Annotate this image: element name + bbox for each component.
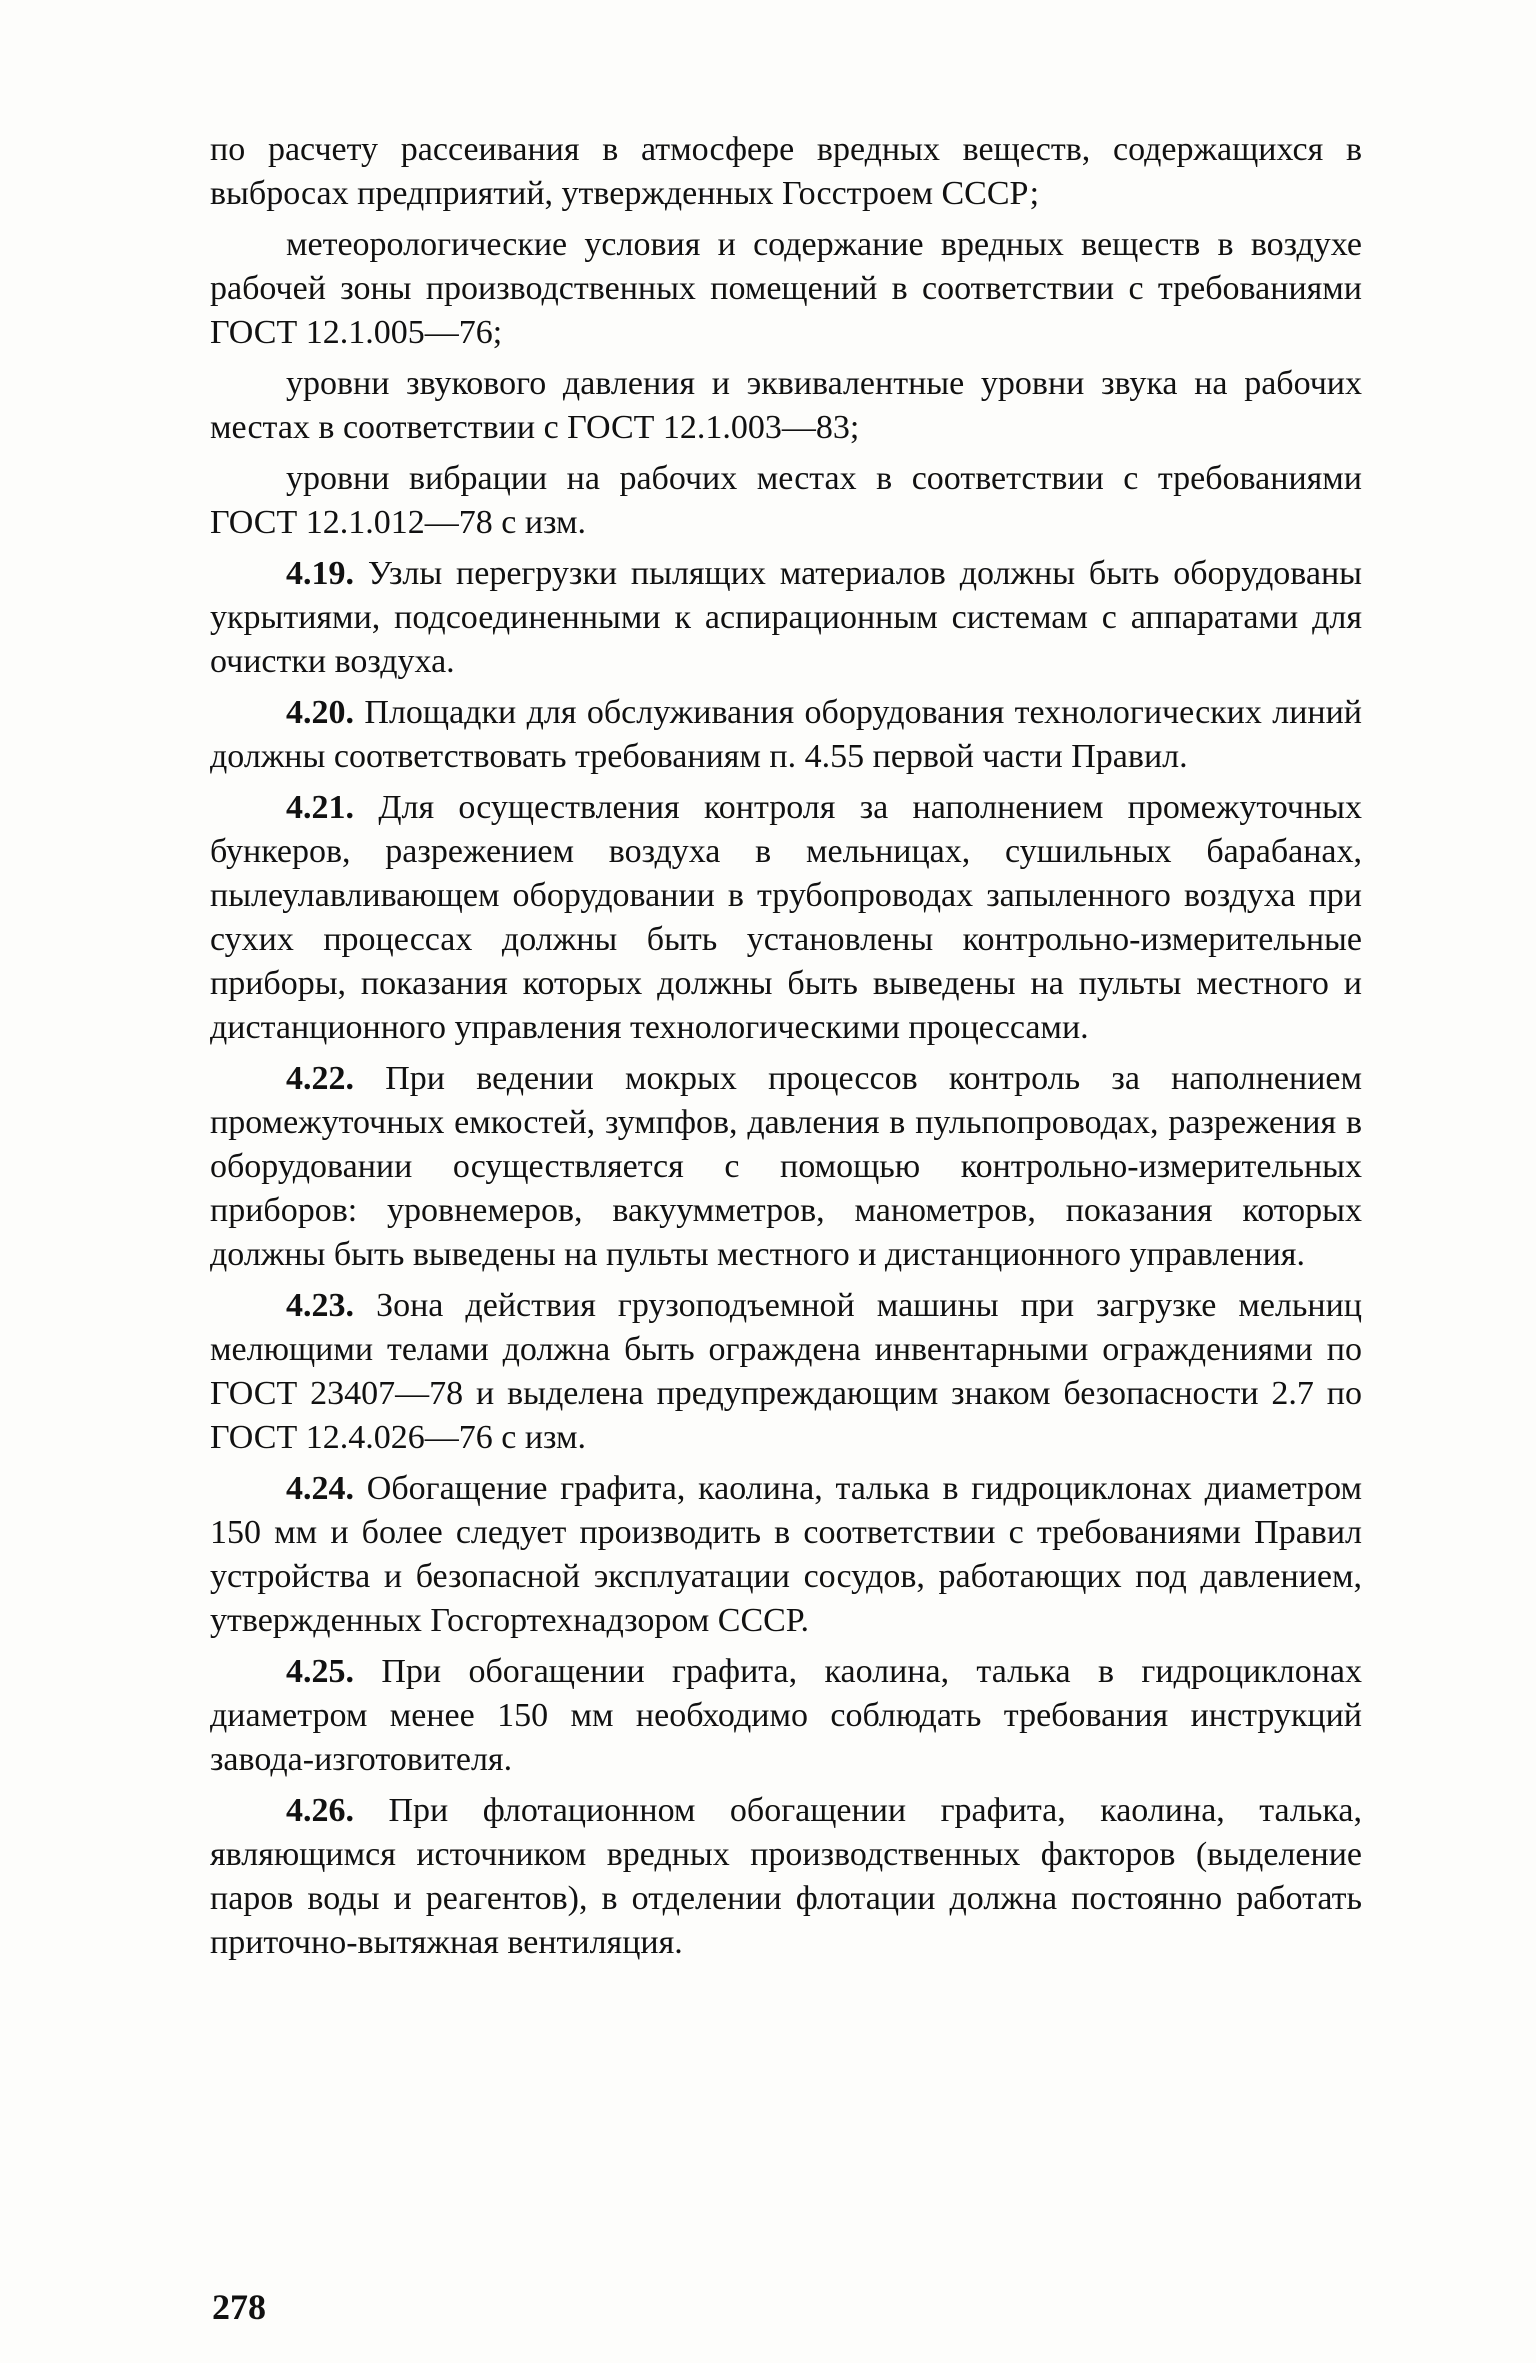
clause-number: 4.26. xyxy=(286,1792,354,1829)
clause-number: 4.25. xyxy=(286,1653,354,1690)
paragraph-4-26 xyxy=(210,1789,1362,1965)
paragraph-text: уровни вибрации на рабочих местах в соответствии с требованиями ГОСТ 12.1.012—78 с изм. xyxy=(210,460,1362,541)
paragraph-text: Площадки для обслуживания оборудования технологических линий должны соответствовать требованиям п. 4.55 первой части Правил. xyxy=(210,694,1362,775)
paragraph-4-19 xyxy=(210,552,1362,684)
clause-number: 4.22. xyxy=(286,1060,354,1097)
paragraph-text: Зона действия грузоподъемной машины при загрузке мельниц мелющими телами должна быть ограждена инвентарными ограждениями по ГОСТ 23407—78 и выделена предупреждающим знаком безопасности 2.7 по ГОСТ 12.4.026—76 с изм. xyxy=(210,1287,1363,1456)
clause-number: 4.21. xyxy=(286,789,354,826)
page-number: 278 xyxy=(212,2287,266,2327)
paragraph-text: При обогащении графита, каолина, талька в гидроциклонах диаметром менее 150 мм необходимо соблюдать требования инструкций завода-изготовителя. xyxy=(210,1653,1362,1778)
paragraph-text: Узлы перегрузки пылящих материалов должны быть оборудованы укрытиями, подсоединенными к аспирационным системам с аппаратами для очистки воздуха. xyxy=(210,555,1362,680)
paragraph-text: метеорологические условия и содержание вредных веществ в воздухе рабочей зоны производственных помещений в соответствии с требованиями ГОСТ 12.1.005—76; xyxy=(210,226,1362,351)
paragraph-4-24 xyxy=(210,1467,1362,1643)
paragraph-continuation xyxy=(210,128,1362,216)
paragraph-text: При ведении мокрых процессов контроль за наполнением промежуточных емкостей, зумпфов, давления в пульпопроводах, разрежения в оборудовании осуществляется с помощью контрольно-измерительных приборов: уровнемеров, вакуумметров, манометров, показания которых должны быть выведены на пульты местного и дистанционного управления. xyxy=(210,1060,1363,1273)
paragraph-4-21 xyxy=(210,786,1362,1050)
paragraph-4-22 xyxy=(210,1057,1362,1277)
paragraph-list-item xyxy=(210,457,1362,545)
paragraph-4-23 xyxy=(210,1284,1362,1460)
paragraph-text: уровни звукового давления и эквивалентные уровни звука на рабочих местах в соответствии с ГОСТ 12.1.003—83; xyxy=(210,365,1362,446)
clause-number: 4.23. xyxy=(286,1287,354,1324)
paragraph-text: Обогащение графита, каолина, талька в гидроциклонах диаметром 150 мм и более следует производить в соответствии с требованиями Правил устройства и безопасной эксплуатации сосудов, работающих под давлением, утвержденных Госгортехнадзором СССР. xyxy=(210,1470,1362,1639)
paragraph-4-25 xyxy=(210,1650,1362,1782)
paragraph-text: Для осуществления контроля за наполнением промежуточных бункеров, разрежением воздуха в мельницах, сушильных барабанах, пылеулавливающем оборудовании в трубопроводах запыленного воздуха при сухих процессах должны быть установлены контрольно-измерительные приборы, показания которых должны быть выведены на пульты местного и дистанционного управления технологическими процессами. xyxy=(210,789,1362,1046)
paragraph-text: по расчету рассеивания в атмосфере вредных веществ, содержащихся в выбросах предприятий, утвержденных Госстроем СССР; xyxy=(210,131,1362,212)
paragraph-list-item xyxy=(210,223,1362,355)
clause-number: 4.24. xyxy=(286,1470,354,1507)
clause-number: 4.19. xyxy=(286,555,354,592)
body-text xyxy=(210,128,1362,1972)
clause-number: 4.20. xyxy=(286,694,354,731)
paragraph-4-20 xyxy=(210,691,1362,779)
paragraph-text: При флотационном обогащении графита, каолина, талька, являющимся источником вредных производственных факторов (выделение паров воды и реагентов), в отделении флотации должна постоянно работать приточно-вытяжная вентиляция. xyxy=(210,1792,1363,1961)
paragraph-list-item xyxy=(210,362,1362,450)
